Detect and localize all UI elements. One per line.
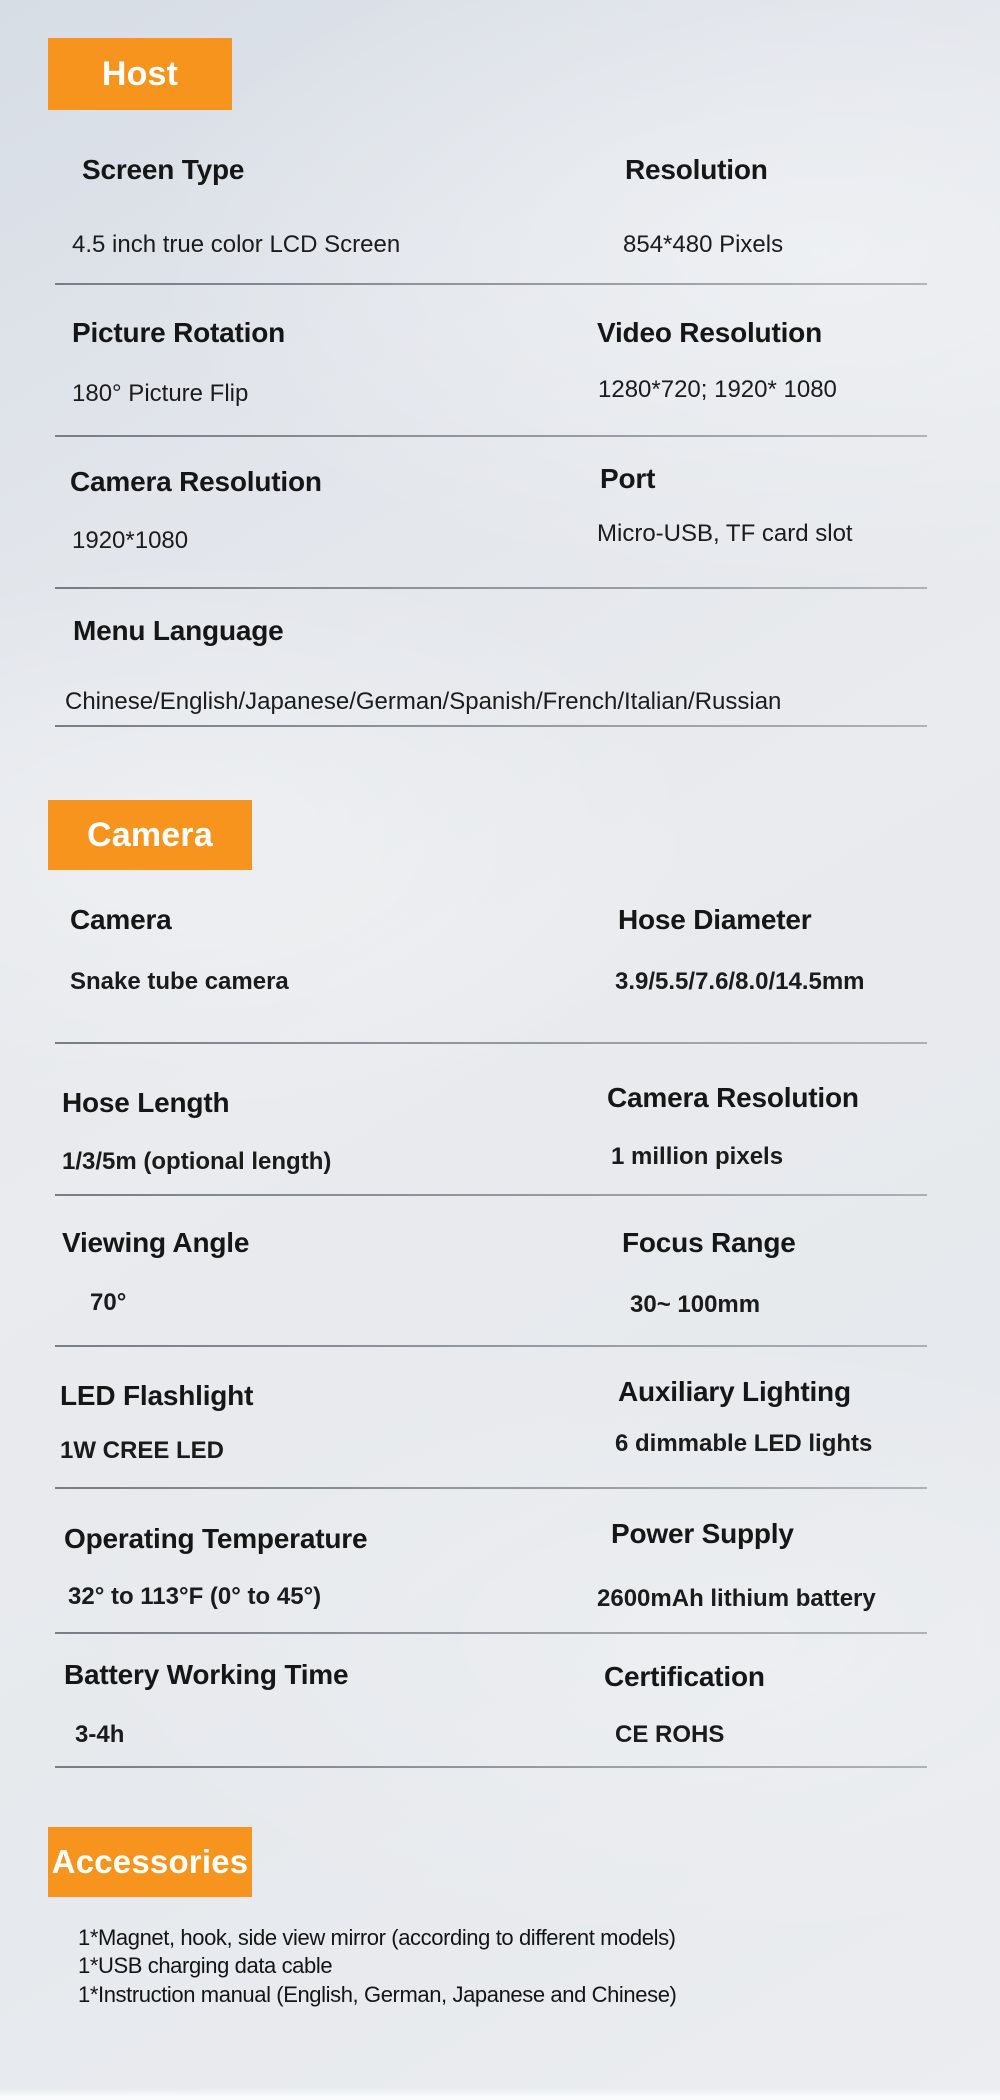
spec-label-video-resolution: Video Resolution [597, 317, 822, 348]
section-divider [55, 1632, 927, 1634]
accessories-list-item-2: 1*USB charging data cable [78, 1953, 333, 1978]
spec-label-menu-language: Menu Language [73, 615, 284, 646]
section-divider [55, 1194, 927, 1196]
accessories-list-item-3: 1*Instruction manual (English, German, Japanese and Chinese) [78, 1982, 677, 2007]
camera-section-badge [48, 800, 252, 870]
host-section-badge [48, 38, 232, 110]
section-divider [55, 283, 927, 285]
spec-value-camera: Snake tube camera [70, 968, 289, 995]
spec-label-focus-range: Focus Range [622, 1227, 796, 1258]
spec-label-auxiliary-lighting: Auxiliary Lighting [618, 1376, 851, 1407]
spec-label-camera-resolution: Camera Resolution [70, 466, 322, 497]
spec-value-menu-language: Chinese/English/Japanese/German/Spanish/French/Italian/Russian [65, 688, 782, 715]
accessories-badge-label: Accessories [51, 1843, 249, 1880]
spec-value-camera-resolution: 1920*1080 [72, 527, 189, 554]
spec-value-hose-length: 1/3/5m (optional length) [62, 1148, 332, 1175]
spec-value-picture-rotation: 180° Picture Flip [72, 380, 249, 407]
spec-value-auxiliary-lighting: 6 dimmable LED lights [615, 1430, 873, 1457]
spec-label-camera-resolution-2: Camera Resolution [607, 1082, 859, 1113]
spec-value-port: Micro-USB, TF card slot [597, 520, 853, 547]
spec-label-operating-temperature: Operating Temperature [64, 1523, 368, 1554]
accessories-section-badge [48, 1827, 252, 1897]
host-badge-label: Host [101, 54, 179, 93]
spec-label-picture-rotation: Picture Rotation [72, 317, 286, 348]
spec-value-screen-type: 4.5 inch true color LCD Screen [72, 231, 401, 258]
spec-value-operating-temperature: 32° to 113°F (0° to 45°) [68, 1583, 322, 1610]
bottom-edge-highlight [0, 2088, 1000, 2100]
spec-label-certification: Certification [604, 1661, 765, 1692]
spec-label-screen-type: Screen Type [82, 154, 245, 185]
spec-label-led-flashlight: LED Flashlight [60, 1380, 254, 1411]
section-divider [55, 435, 927, 437]
spec-label-battery-working-time: Battery Working Time [64, 1659, 349, 1690]
spec-label-port: Port [600, 463, 656, 494]
spec-label-hose-length: Hose Length [62, 1087, 230, 1118]
spec-label-hose-diameter: Hose Diameter [618, 904, 812, 935]
spec-value-power-supply: 2600mAh lithium battery [597, 1585, 876, 1612]
spec-label-camera: Camera [70, 904, 172, 935]
section-divider [55, 725, 927, 727]
spec-label-viewing-angle: Viewing Angle [62, 1227, 250, 1258]
spec-value-battery-working-time: 3-4h [75, 1721, 125, 1748]
section-divider [55, 1487, 927, 1489]
spec-value-viewing-angle: 70° [90, 1289, 127, 1316]
spec-value-video-resolution: 1280*720; 1920* 1080 [598, 376, 837, 403]
accessories-list-item-1: 1*Magnet, hook, side view mirror (according to different models) [78, 1925, 676, 1950]
spec-value-camera-resolution-2: 1 million pixels [611, 1143, 784, 1170]
spec-label-resolution: Resolution [625, 154, 768, 185]
section-divider [55, 1345, 927, 1347]
section-divider [55, 587, 927, 589]
spec-label-power-supply: Power Supply [611, 1518, 794, 1549]
section-divider [55, 1042, 927, 1044]
spec-value-focus-range: 30~ 100mm [630, 1291, 761, 1318]
section-divider [55, 1766, 927, 1768]
spec-value-resolution: 854*480 Pixels [623, 231, 784, 258]
spec-value-led-flashlight: 1W CREE LED [60, 1437, 225, 1464]
spec-value-certification: CE ROHS [615, 1721, 725, 1748]
camera-badge-label: Camera [87, 815, 213, 854]
spec-value-hose-diameter: 3.9/5.5/7.6/8.0/14.5mm [615, 968, 865, 995]
